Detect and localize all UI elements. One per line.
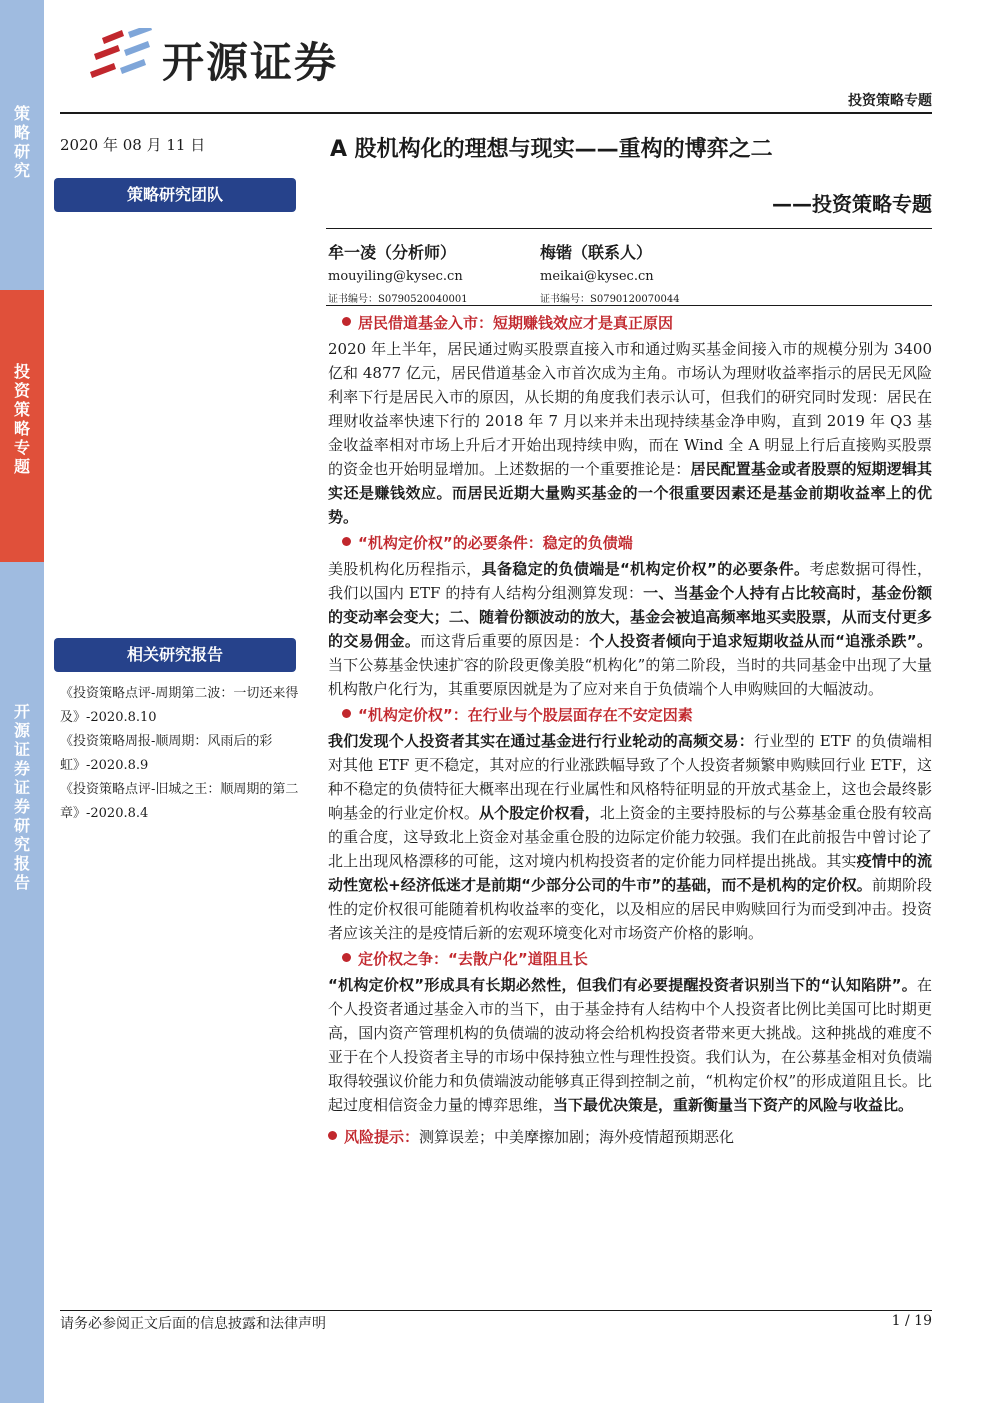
- author-cert: 证书编号：S0790520040001: [328, 294, 468, 305]
- bullet-icon: [342, 537, 351, 546]
- page-number: 1 / 19: [891, 1313, 932, 1329]
- section-paragraph: 2020 年上半年，居民通过购买股票直接入市和通过购买基金间接入市的规模分别为 3400 亿和 4877 亿元，居民借道基金入市首次成为主角。市场认为理财收益率指示的居民无风险利率下行是居民入市的原因，从长期的角度我们表示认可，但我们的研究同时发现：居民在理财收益率快速下行的 2018 年 7 月以来并未出现持续基金净申购，直到 2019 年 Q3 基金收益率相对市场上升后才开始出现持续申购，而在 Wind 全 A 明显上行后直接购买股票的资金也开始明显增加。上述数据的一个重要推论是：居民配置基金或者股票的短期逻辑其实还是赚钱效应。而居民近期大量购买基金的一个很重要因素还是基金前期收益率上的优势。: [328, 340, 932, 526]
- bullet-icon: [328, 1131, 337, 1140]
- author-block: [328, 240, 468, 305]
- related-reports-title: 相关研究报告: [54, 638, 296, 672]
- related-report-link[interactable]: 《投资策略点评-旧城之王：顺周期的第二章》-2020.8.4: [60, 782, 299, 821]
- report-body: [328, 309, 932, 1151]
- section-paragraph: 我们发现个人投资者其实在通过基金进行行业轮动的高频交易：行业型的 ETF 的负债端相对其他 ETF 更不稳定，其对应的行业涨跌幅导致了个人投资者频繁申购赎回行业 ETF，这种不稳定的负债特征大概率出现在行业属性和风格特征明显的开放式基金上，这也会最终影响基金的行业定价权。从个股定价权看，北上资金的主要持股标的与公募基金重仓股有较高的重合度，这导致北上资金对基金重仓股的边际定价能力较强。我们在此前报告中曾讨论了北上出现风格漂移的可能，这对境内机构投资者的定价能力同样提出挑战。其实疫情中的流动性宽松+经济低迷才是前期“少部分公司的牛市”的基础，而不是机构的定价权。前期阶段性的定价权很可能随着机构收益率的变化，以及相应的居民申购赎回行为而受到冲击。投资者应该关注的是疫情后新的宏观环境变化对市场资产价格的影响。: [328, 732, 932, 942]
- author-name: 牟一凌（分析师）: [328, 243, 457, 262]
- section-paragraph: 美股机构化历程指示，具备稳定的负债端是“机构定价权”的必要条件。考虑数据可得性，我们以国内 ETF 的持有人结构分组测算发现：一、当基金个人持有占比较高时，基金份额的变动率会变大；二、随着份额波动的放大，基金会被追高频率地买卖股票，从而支付更多的交易佣金。而这背后重要的原因是：个人投资者倾向于追求短期收益从而“追涨杀跌”。当下公募基金快速扩容的阶段更像美股“机构化”的第二阶段，当时的共同基金中出现了大量机构散户化行为，其重要原因就是为了应对来自于负债端个人申购赎回的大幅波动。: [328, 560, 932, 698]
- report-subtitle: ——投资策略专题: [772, 192, 932, 216]
- author-email[interactable]: meikai@kysec.cn: [540, 269, 654, 284]
- bullet-icon: [342, 953, 351, 962]
- author-cert: 证书编号：S0790120070044: [540, 294, 680, 305]
- report-date: 2020 年 08 月 11 日: [60, 136, 206, 154]
- bullet-icon: [342, 709, 351, 718]
- author-name: 梅锴（联系人）: [540, 243, 653, 262]
- risk-warning: 风险提示：测算误差；中美摩擦加剧；海外疫情超预期恶化: [328, 1123, 932, 1151]
- footer-rule: [60, 1310, 932, 1311]
- section-heading: 定价权之争：“去散户化”道阻且长: [328, 945, 932, 973]
- side-label-topic: 投资策略专题: [0, 290, 44, 562]
- section-heading: 居民借道基金入市：短期赚钱效应才是真正原因: [328, 309, 932, 337]
- author-block: [540, 240, 680, 305]
- side-strip: [0, 0, 44, 1403]
- brand-name: 开源证券: [162, 38, 339, 87]
- related-report-link[interactable]: 《投资策略点评-周期第二波：一切还来得及》-2020.8.10: [60, 686, 299, 725]
- header-tag: 投资策略专题: [848, 93, 932, 109]
- author-rule: [326, 305, 932, 306]
- report-title: A 股机构化的理想与现实——重构的博弈之二: [330, 137, 773, 162]
- section-heading: “机构定价权”：在行业与个股层面存在不安定因素: [328, 701, 932, 729]
- side-label-strategy: 策略研究: [0, 0, 44, 290]
- related-report-link[interactable]: 《投资策略周报-顺周期：风雨后的彩虹》-2020.8.9: [60, 734, 273, 773]
- related-reports-list: [60, 682, 304, 826]
- footer-disclaimer: 请务必参阅正文后面的信息披露和法律声明: [60, 1316, 326, 1332]
- side-label-brand: 开源证券 证券研究报告: [0, 562, 44, 1403]
- section-paragraph: “机构定价权”形成具有长期必然性，但我们有必要提醒投资者识别当下的“认知陷阱”。在个人投资者通过基金入市的当下，由于基金持有人结构中个人投资者比例比美国可比时期更高，国内资产管理机构的负债端的波动将会给机构投资者带来更大挑战。这种挑战的难度不亚于在个人投资者主导的市场中保持独立性与理性投资。我们认为，在公募基金相对负债端取得较强议价能力和负债端波动能够真正得到控制之前，“机构定价权”的形成道阻且长。比起过度相信资金力量的博弈思维，当下最优决策是，重新衡量当下资产的风险与收益比。: [328, 976, 932, 1114]
- header-rule: [60, 112, 932, 114]
- bullet-icon: [342, 317, 351, 326]
- author-email[interactable]: mouyiling@kysec.cn: [328, 269, 463, 284]
- team-label: 策略研究团队: [54, 178, 296, 212]
- title-rule: [326, 228, 932, 229]
- section-heading: “机构定价权”的必要条件：稳定的负债端: [328, 529, 932, 557]
